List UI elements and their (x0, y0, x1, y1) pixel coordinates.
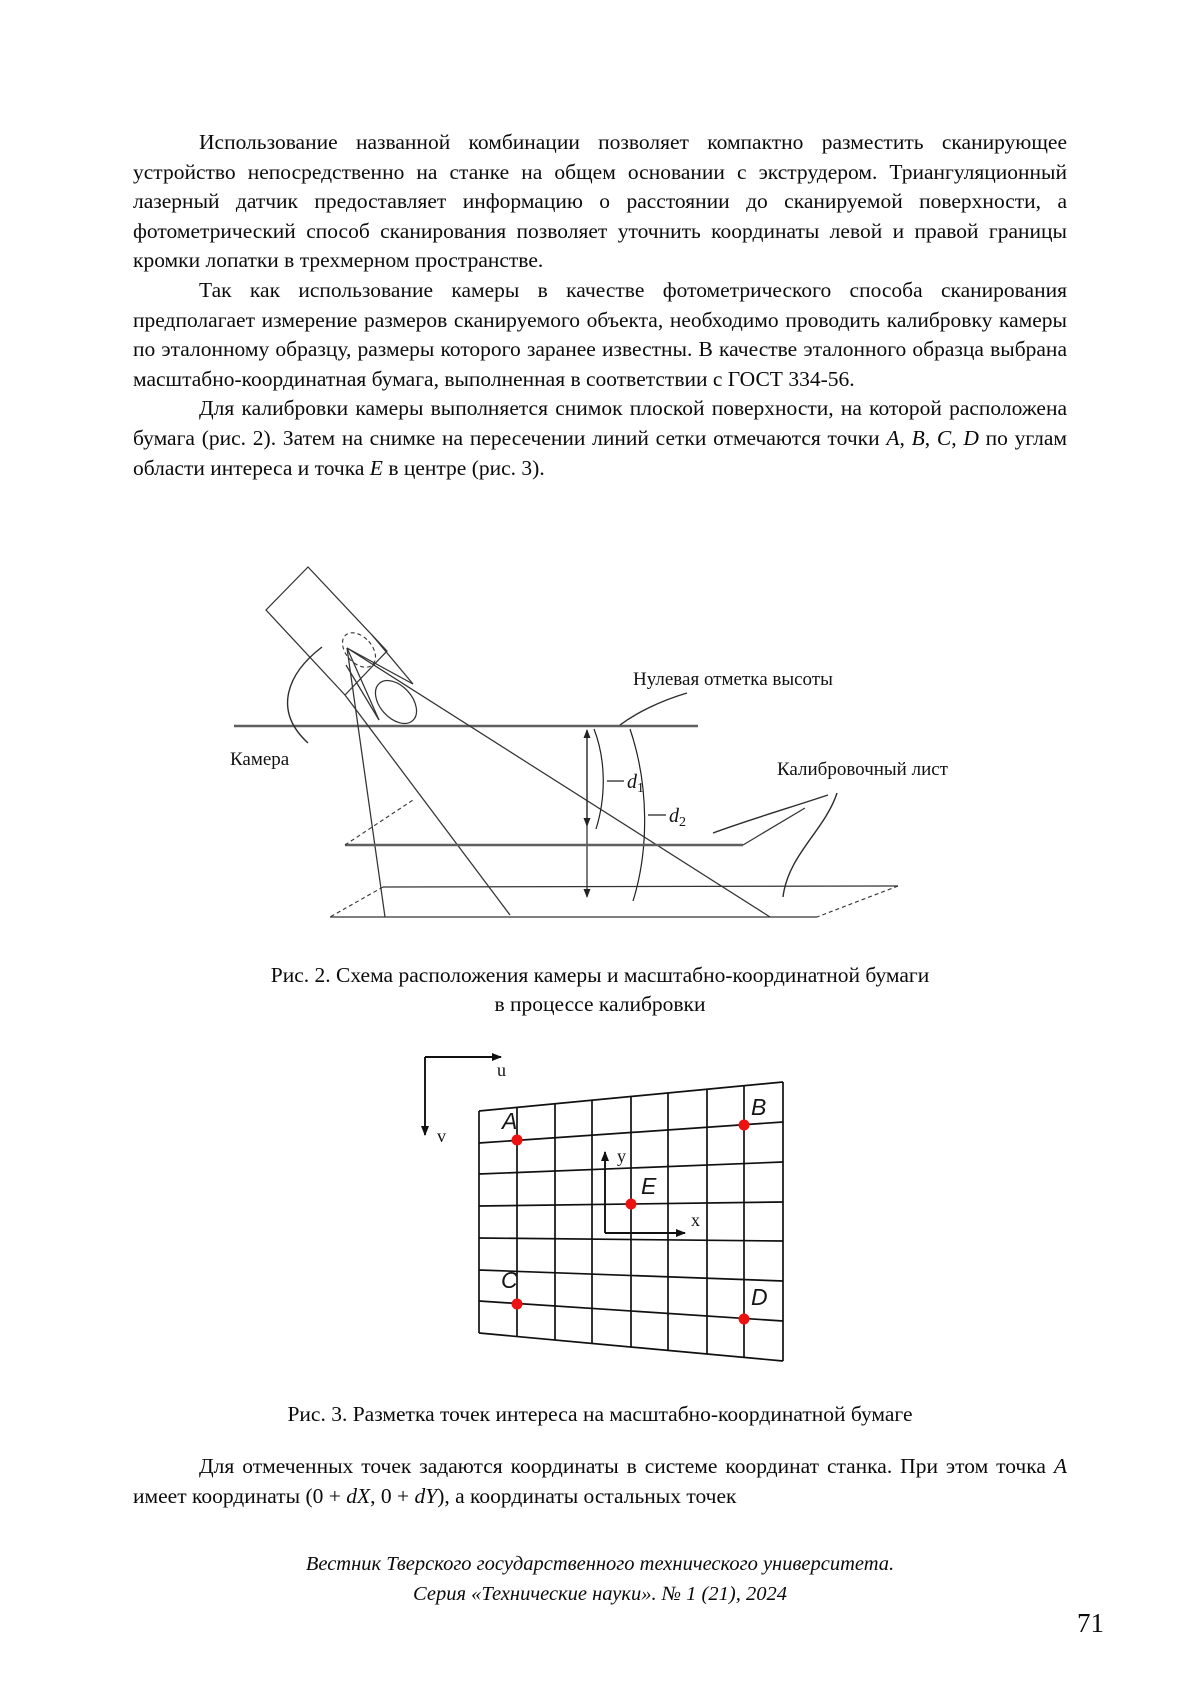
figure-3-calibration-grid (415, 1040, 800, 1370)
figure-2-caption-line-1: Рис. 2. Схема расположения камеры и масштабно-координатной бумаги (270, 963, 930, 987)
middle-plane-left-edge (345, 800, 413, 845)
bottom-plane-top-edge (383, 886, 898, 887)
cone-edge-right (347, 648, 413, 684)
point-B-dot (739, 1120, 750, 1131)
bottom-plane-right-edge (817, 886, 898, 917)
x-axis-label: x (691, 1210, 700, 1230)
u-axis-label: u (497, 1060, 506, 1080)
d2-brace (630, 729, 645, 901)
d1-brace (594, 729, 603, 829)
middle-plane-right-edge (743, 808, 805, 845)
sheet-leader-line-1 (713, 795, 828, 833)
point-A-label: A (502, 1108, 518, 1134)
point-E-label: E (641, 1173, 657, 1199)
figure-2-caption-line-2: в процессе калибровки (494, 992, 706, 1016)
fov-line-left (347, 648, 385, 917)
v-axis-label: v (437, 1126, 446, 1146)
point-B-label: B (751, 1094, 767, 1120)
calibration-sheet-label: Калибровочный лист (777, 759, 948, 780)
page-number: 71 (1077, 1608, 1104, 1638)
zero-height-label: Нулевая отметка высоты (633, 669, 833, 690)
article-text-block (133, 128, 1067, 483)
d2-label: $d_2$ (669, 805, 686, 830)
point-E-dot (626, 1199, 637, 1210)
zero-height-leader-line (620, 693, 687, 725)
point-D-dot (739, 1314, 750, 1325)
paragraph-1: Использование названной комбинации позволяет компактно разместить сканирующее устройство непосредственно на станке на общем основании с экструдером. Триангуляционный лазерный датчик предоставляет информацию о расстоянии до сканируемой поверхности, а фотометрический способ сканирования позволяет уточнить координаты левой и правой границы кромки лопатки в трехмерном пространстве. (133, 130, 1067, 273)
point-C-label: C (501, 1267, 518, 1293)
footer-journal-title: Вестник Тверского государственного технического университета. (305, 1553, 895, 1575)
point-D-label: D (751, 1284, 768, 1310)
y-axis-label: y (617, 1146, 626, 1166)
paragraph-4: Для отмеченных точек задаются координаты в системе координат станка. При этом точка A имеет координаты (0 + dX, 0 + dY), а координаты остальных точек (133, 1454, 1067, 1508)
camera-leader-line (288, 647, 322, 743)
d1-label: $d_1$ (627, 771, 644, 796)
sheet-leader-line-2 (783, 793, 837, 897)
journal-footer (0, 1549, 1200, 1609)
article-text-block-bottom (133, 1452, 1067, 1511)
bottom-plane-left-edge (330, 887, 383, 917)
paragraph-2: Так как использование камеры в качестве фотометрического способа сканирования предполагает измерение размеров сканируемого объекта, необходимо проводить калибровку камеры по эталонному образцу, размеры которого заранее известны. В качестве эталонного образца выбрана масштабно-координатная бумага, выполненная в соответствии с ГОСТ 334-56. (133, 277, 1067, 391)
point-C-dot (512, 1299, 523, 1310)
camera-body (266, 567, 387, 695)
figure-2-camera-schema (200, 525, 980, 925)
figure-3-caption: Рис. 3. Разметка точек интереса на масштабно-координатной бумаге (287, 1402, 913, 1426)
figure-2-caption (0, 961, 1200, 1019)
grid-vertical-lines (479, 1082, 783, 1361)
paragraph-3: Для калибровки камеры выполняется снимок плоской поверхности, на которой расположена бумага (рис. 2). Затем на снимке на пересечении линий сетки отмечаются точки A, B, C, D по углам области интереса и точка E в центре (рис. 3). (133, 396, 1067, 480)
camera-label: Камера (230, 749, 290, 770)
point-A-dot (512, 1135, 523, 1146)
footer-series-issue: Серия «Технические науки». № 1 (21), 2024 (413, 1583, 787, 1605)
lens-front-ellipse (367, 673, 424, 732)
